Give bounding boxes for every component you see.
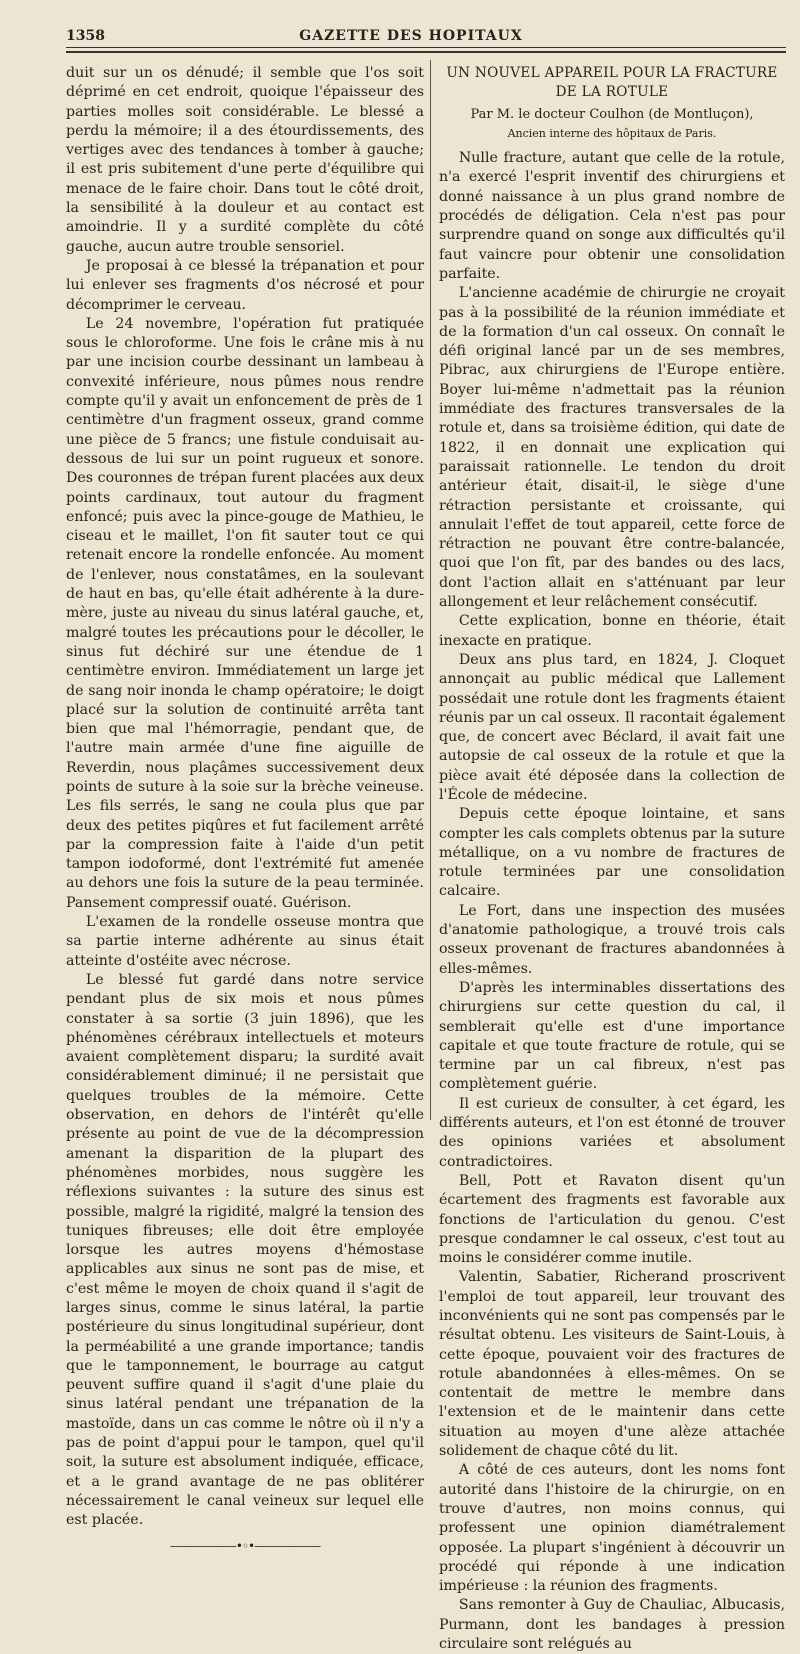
page-header [66, 22, 786, 44]
article-title: UN NOUVEL APPAREIL POUR LA FRACTURE DE LA ROTULE [446, 65, 778, 101]
paragraph: Je proposai à ce blessé la trépanation et pour lui enlever ses fragments d'os nécrosé et pour décomprimer le cerveau. [66, 257, 424, 313]
header-rule [66, 47, 786, 48]
paragraph: Sans remonter à Guy de Chauliac, Albucasis, Purmann, dont les bandages à pression circulaire sont relégués au [439, 1597, 785, 1653]
column-divider [430, 60, 431, 1120]
journal-title: GAZETTE DES HOPITAUX [299, 28, 523, 44]
article-byline: Par M. le docteur Coulhon (de Montluçon), [470, 106, 754, 122]
paragraph: Le 24 novembre, l'opération fut pratiquée sous le chloroforme. Une fois le crâne mis à nu par une incision courbe dessinant un lambeau à convexité inférieure, nous pûmes nous rendre compte qu'il y avait un enfoncement de près de 1 centimètre d'un fragment osseux, grand comme une pièce de 5 francs; une fistule conduisait au-dessous de lui sur un point rugueux et sonore. Des couronnes de trépan furent placées aux deux points cardinaux, tout autour du fragment enfoncé; puis avec la pince-gouge de Mathieu, le ciseau et le maillet, l'on fit sauter tout ce qui retenait encore la rondelle enfoncée. Au moment de l'enlever, nous constatâmes, en la soulevant de haut en bas, qu'elle était adhérente à la dure-mère, juste au niveau du sinus latéral gauche, et, malgré toutes les précautions pour le décoller, le sinus fut déchiré sur une étendue de 1 centimètre environ. Immédiatement un large jet de sang noir inonda le champ opératoire; le doigt placé sur la solution de continuité arrêta tant bien que mal l'hémorragie, pendant que, de l'autre main armée d'une fine aiguille de Reverdin, nous plaçâmes successivement deux points de suture à la soie sur la brèche veineuse. Les fils serrés, le sang ne coula plus que par deux des petites piqûres et fut facilement arrêté par la compression faite à l'aide d'un petit tampon iodoformé, dont l'extrémité fut amenée au dehors une fois la suture de la peau terminée. Pansement compressif ouaté. Guérison. [66, 315, 424, 911]
paragraph: Le blessé fut gardé dans notre service pendant plus de six mois et nous pûmes constater à sa sortie (3 juin 1896), que les phénomènes cérébraux intellectuels et moteurs avaient complètement disparu; la surdité avait considérablement diminué; il ne persistait que quelques troubles de la mémoire. Cette observation, en dehors de l'intérêt qu'elle présente au point de vue de la décompression amenant la disparition de la plupart des phénomènes morbides, nous suggère les réflexions suivantes : la suture des sinus est possible, malgré la rigidité, malgré la tension des tuniques fibreuses; elle doit être employée lorsque les autres moyens d'hémostase applicables aux sinus ne sont pas de mise, et c'est même le moyen de choix quand il s'agit de larges sinus, comme le sinus latéral, la partie postérieure du sinus longitudinal supérieur, dont la perméabilité a une grande importance; tandis que le tamponnement, le bourrage au catgut peuvent suffire quand il s'agit d'une plaie du sinus latéral pendant une trépanation de la mastoïde, dans un cas comme le nôtre où il n'y a pas de point d'appui pour le tampon, quel qu'il soit, la suture est absolument indiquée, efficace, et a le grand avantage de ne pas oblitérer nécessairement le canal veineux sur lequel elle est placée. [66, 971, 424, 1529]
paragraph: D'après les interminables dissertations des chirurgiens sur cette question du cal, il semblerait qu'elle est d'une importance capitale et que toute fracture de rotule, qui se termine par un cal fibreux, n'est pas complètement guérie. [439, 979, 785, 1093]
paragraph: Cette explication, bonne en théorie, était inexacte en pratique. [439, 613, 785, 649]
paragraph: Nulle fracture, autant que celle de la rotule, n'a exercé l'esprit inventif des chirurgiens et donné naissance à un plus grand nombre de procédés de déligation. Cela n'est pas pour surprendre quand on songe aux difficultés qu'il faut vaincre pour obtenir une consolidation parfaite. [439, 150, 785, 282]
paragraph: Deux ans plus tard, en 1824, J. Cloquet annonçait au public médical que Lallement possédait une rotule dont les fragments étaient réunis par un cal osseux. Il racontait également que, de concert avec Béclard, il avait fait une autopsie de cal osseux de la rotule et que la pièce avait été déposée dans la collection de l'École de médecine. [439, 651, 785, 803]
paragraph: Il est curieux de consulter, à cet égard, les différents auteurs, et l'on est étonné de trouver des opinions variées et absolument contradictoires. [439, 1095, 785, 1170]
paragraph: Le Fort, dans une inspection des musées d'anatomie pathologique, a trouvé trois cals osseux provenant de fractures abandonnées à elles-mêmes. [439, 902, 785, 977]
page-number: 1358 [66, 28, 105, 44]
paragraph: A côté de ces auteurs, dont les noms font autorité dans l'histoire de la chirurgie, on en trouve d'autres, non moins connus, qui professent une opinion diamétralement opposée. La plupart s'ingénient à découvrir un procédé qui réponde à une indication impérieuse : la réunion des fragments. [439, 1462, 785, 1595]
paragraph: L'examen de la rondelle osseuse montra que sa partie interne adhérente au sinus était atteinte d'ostéite avec nécrose. [66, 914, 424, 969]
header-rule-thick [66, 51, 786, 53]
paragraph: L'ancienne académie de chirurgie ne croyait pas à la possibilité de la réunion immédiate et de la formation d'un cal osseux. On connaît le défi original lancé par un de ses membres, Pibrac, aux chirurgiens de l'Europe entière. Boyer lui-même n'admettait pas la réunion immédiate des fractures transversales de la rotule et, dans sa troisième édition, qui date de 1822, il en donnait une explication qui paraissait rationnelle. Le tendon du droit antérieur était, disait-il, le siège d'une rétraction persistante et croissante, qui annulait l'effet de tout appareil, cette force de rétraction ne pouvant être contre-balancée, quoi que l'on fît, par des bandes ou des lacs, dont l'action allait en s'atténuant par leur allongement et leur relâchement consécutif. [439, 285, 785, 611]
right-column [439, 64, 785, 1654]
paragraph: Valentin, Sabatier, Richerand proscrivent l'emploi de tout appareil, leur trouvant des inconvénients qui ne sont pas compensés par le résultat obtenu. Les visiteurs de Saint-Louis, à cette époque, pouvaient voir des fractures de rotule abandonnées à elles-mêmes. On se contentait de mettre le membre dans l'extension et de le maintenir dans cette situation au moyen d'une alèze attachée solidement de chaque côté du lit. [439, 1269, 785, 1460]
paragraph: duit sur un os dénudé; il semble que l'os soit déprimé en cet endroit, quoique l'épaisseur des parties molles soit considérable. Le blessé a perdu la mémoire; il a des étourdissements, des vertiges avec des tendances à tomber à gauche; il est pris subitement d'une perte d'équilibre qui menace de le faire choir. Dans tout le côté droit, la sensibilité à la douleur et au contact est amoindrie. Il y a surdité complète du côté gauche, aucun autre trouble sensoriel. [66, 65, 424, 255]
end-ornament: ——————•◦•—————— [169, 1538, 321, 1553]
author-credentials: Ancien interne des hôpitaux de Paris. [507, 126, 717, 140]
left-column [66, 64, 424, 1556]
paragraph: Bell, Pott et Ravaton disent qu'un écartement des fragments est favorable aux fonctions de l'articulation du genou. C'est presque condamner le cal osseux, c'est tout au moins le considérer comme inutile. [439, 1172, 785, 1267]
paragraph: Depuis cette époque lointaine, et sans compter les cals complets obtenus par la suture métallique, on a vu nombre de fractures de rotule terminées par une consolidation calcaire. [439, 806, 785, 900]
